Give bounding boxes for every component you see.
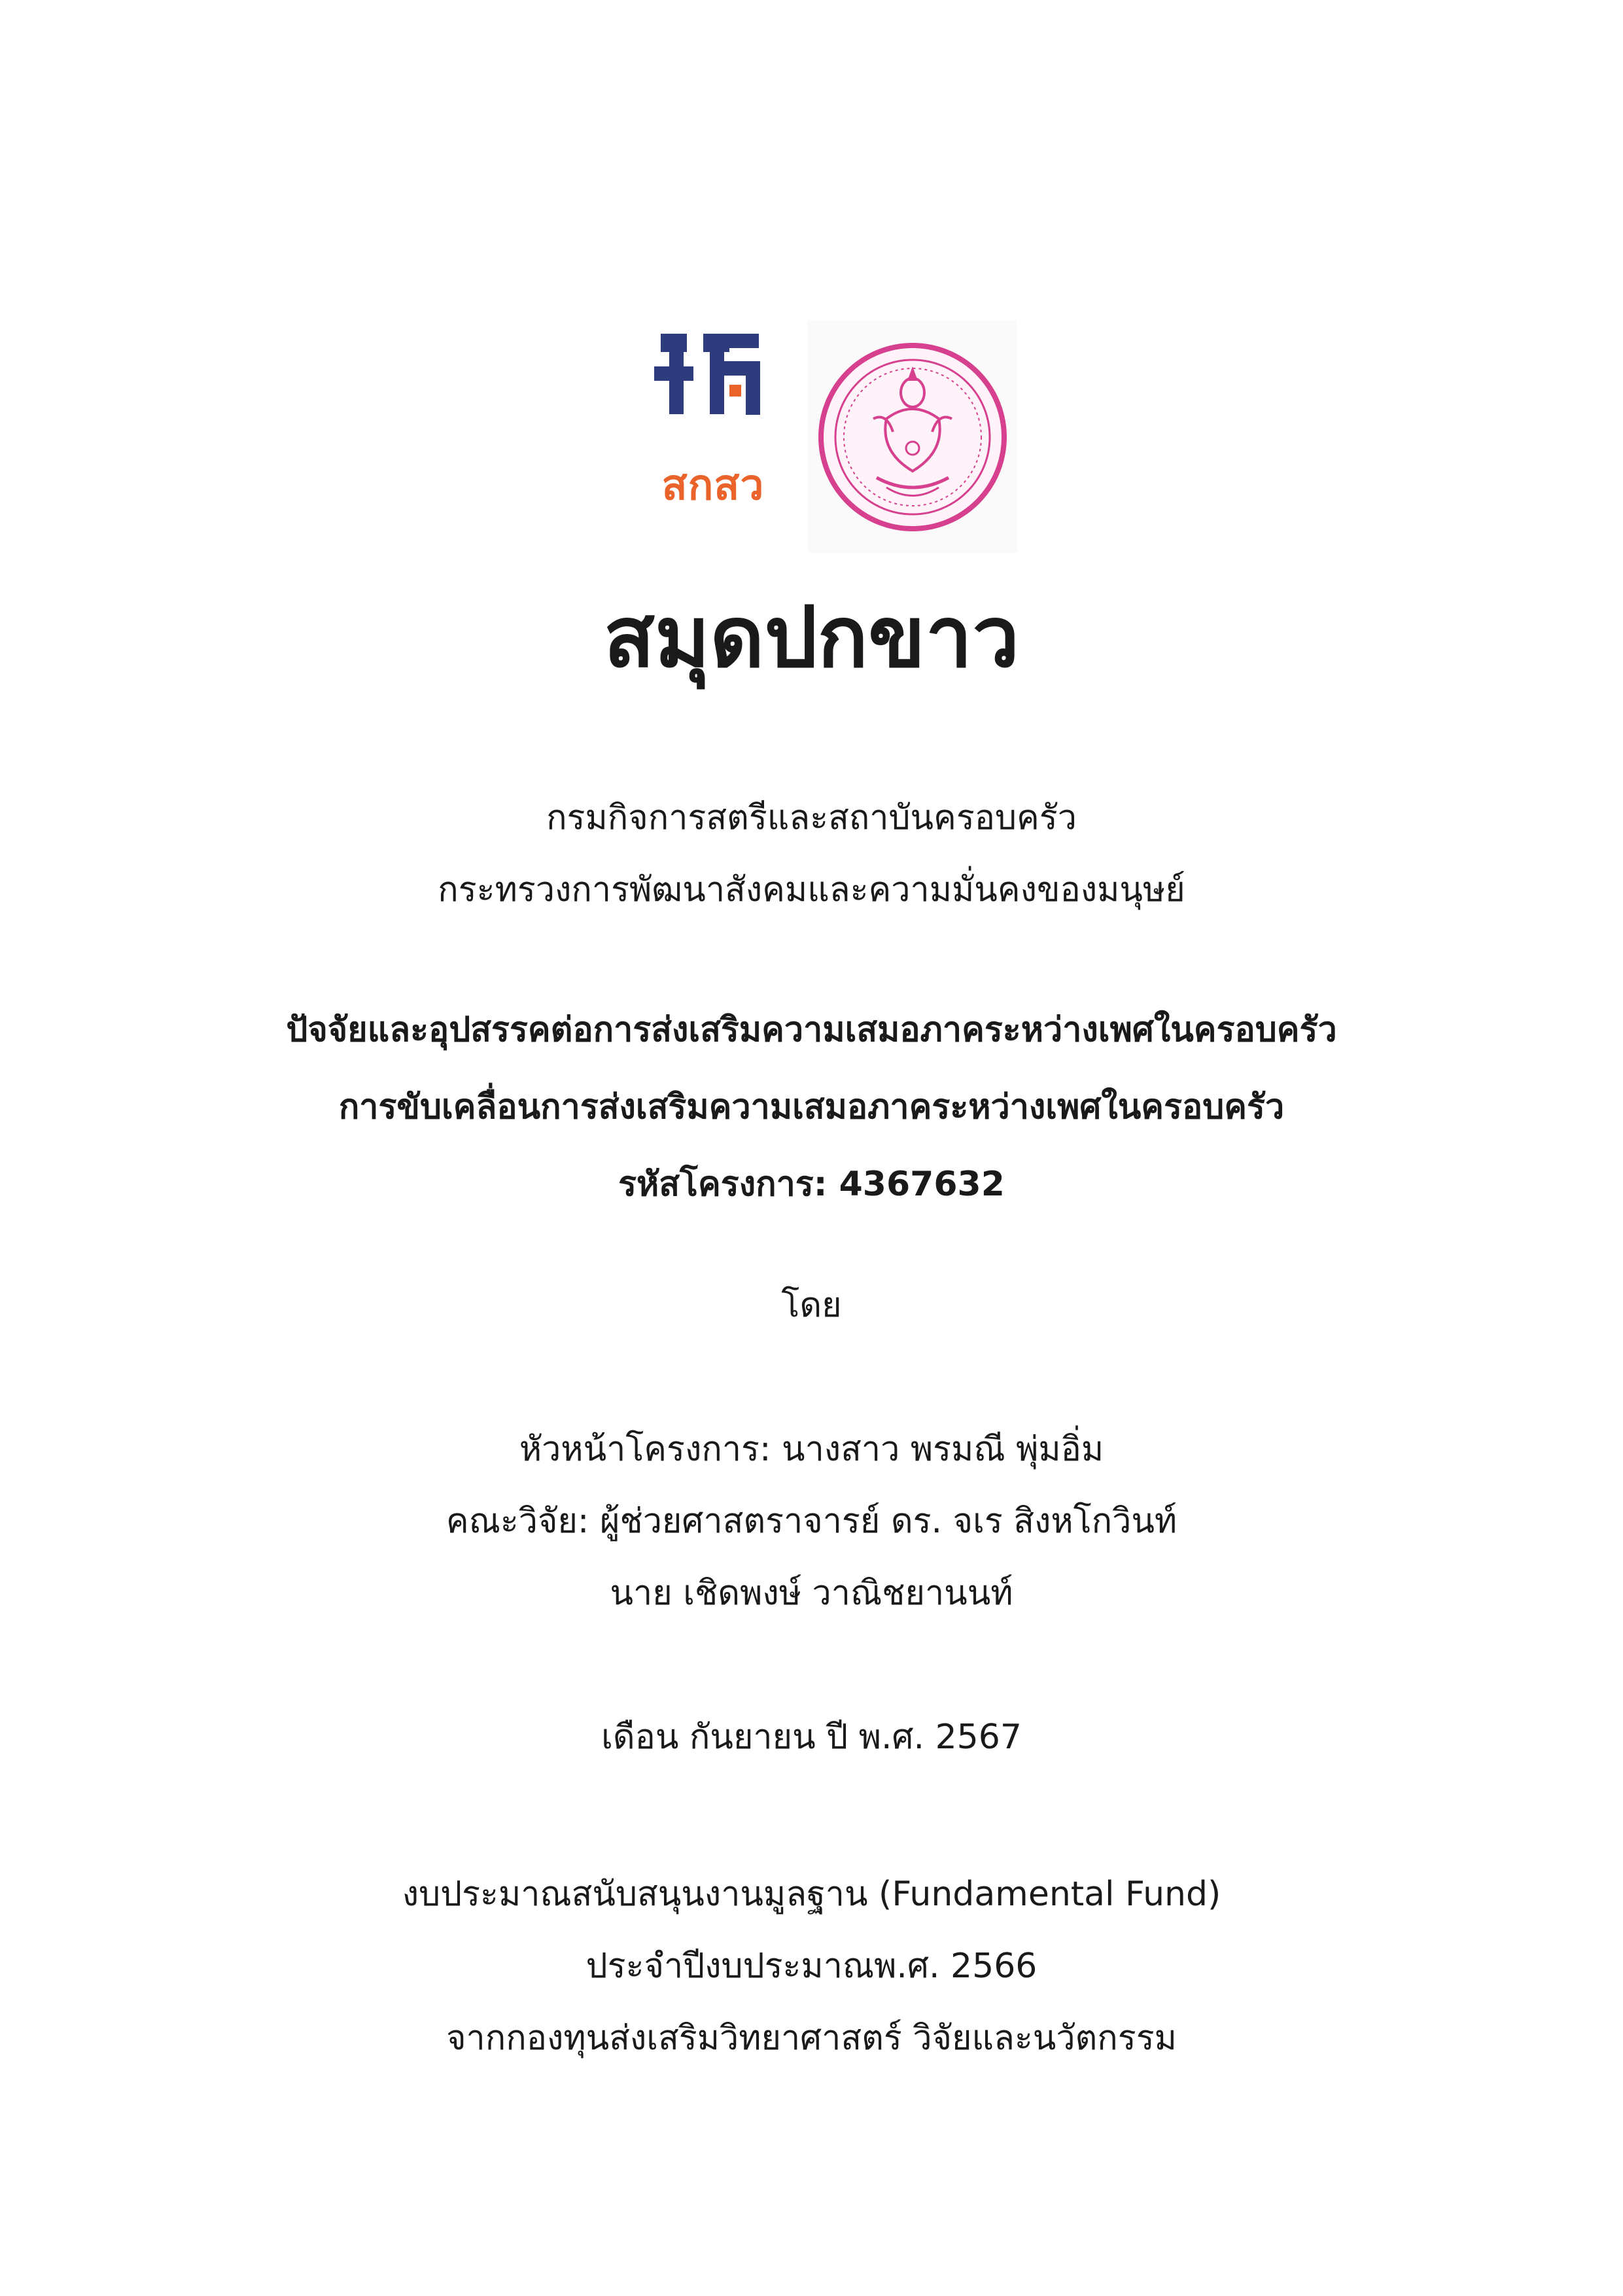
funding-line1: งบประมาณสนับสนุนงานมูลฐาน (Fundamental Fund) xyxy=(402,1875,1221,1914)
logo-row xyxy=(0,321,1623,556)
team-block xyxy=(0,1413,1623,1629)
ministry-seal-logo xyxy=(808,321,1017,553)
publication-date: เดือน กันยายน ปี พ.ศ. 2567 xyxy=(601,1718,1022,1757)
research-team: คณะวิจัย: ผู้ช่วยศาสตราจารย์ ดร. จเร สิงหโกวินท์ xyxy=(445,1502,1178,1541)
by-label: โดย xyxy=(781,1286,842,1325)
tsri-wordmark: สกสว xyxy=(661,461,765,510)
ministry-name: กระทรวงการพัฒนาสังคมและความมั่นคงของมนุษย์ xyxy=(438,870,1185,910)
project-title-line1: ปัจจัยและอุปสรรคต่อการส่งเสริมความเสมอภาคระหว่างเพศในครอบครัว xyxy=(286,1010,1337,1050)
project-block xyxy=(0,991,1623,1223)
tsri-logo xyxy=(648,321,798,517)
project-leader: หัวหน้าโครงการ: นางสาว พรมณี พุ่มอิ่ม xyxy=(519,1430,1104,1469)
agency-block xyxy=(0,782,1623,926)
research-team-member: นาย เชิดพงษ์ วาณิชยานนท์ xyxy=(610,1574,1013,1613)
ministry-seal-icon xyxy=(808,321,1017,553)
project-code: รหัสโครงการ: 4367632 xyxy=(618,1165,1005,1204)
department-name: กรมกิจการสตรีและสถาบันครอบครัว xyxy=(546,798,1077,838)
tsri-mark-icon xyxy=(648,321,778,451)
funding-line3: จากกองทุนส่งเสริมวิทยาศาสตร์ วิจัยและนวัตกรรม xyxy=(446,2019,1177,2058)
funding-block xyxy=(0,1858,1623,2074)
funding-line2: ประจำปีงบประมาณพ.ศ. 2566 xyxy=(585,1947,1038,1986)
document-title: สมุดปกขาว xyxy=(603,589,1020,686)
project-title-line2: การขับเคลื่อนการส่งเสริมความเสมอภาคระหว่างเพศในครอบครัว xyxy=(338,1087,1285,1127)
